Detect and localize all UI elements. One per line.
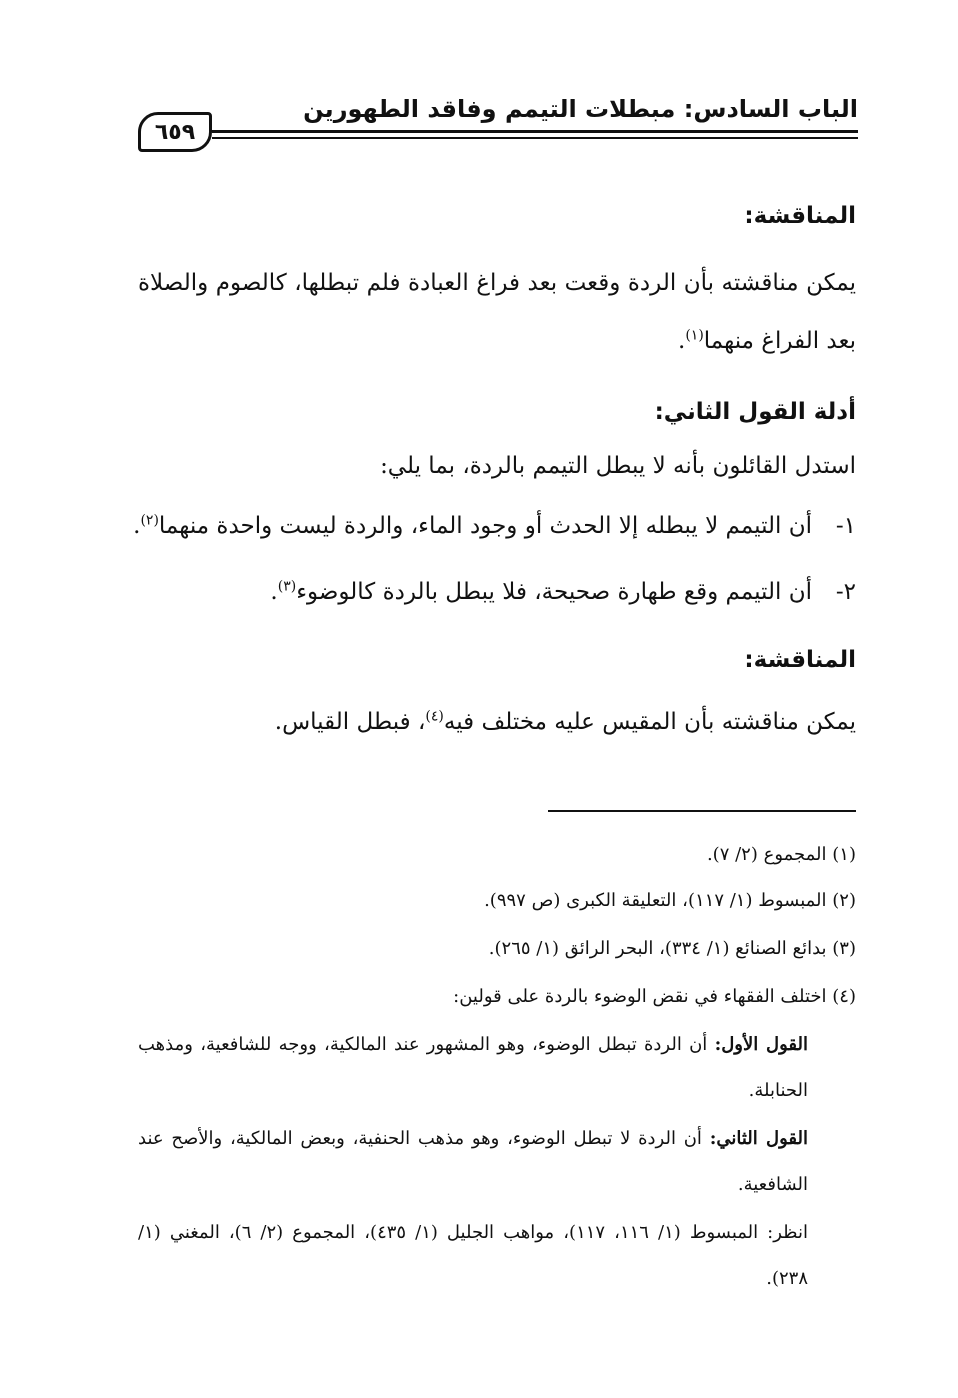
footnote-2: (٢) المبسوط (١/ ١١٧)، التعليقة الكبرى (ص ٩٩٧).	[484, 890, 856, 911]
evidence-item-2: ٢-أن التيمم وقع طهارة صحيحة، فلا يبطل بالردة كالوضوء$^{(٣)}$.	[138, 574, 856, 610]
paragraph-text: يمكن مناقشته بأن الردة وقعت بعد فراغ العبادة فلم تبطلها، كالصوم والصلاة بعد الفراغ منهما	[138, 270, 856, 354]
item-text: أن التيمم وقع طهارة صحيحة، فلا يبطل بالردة كالوضوء	[296, 579, 812, 605]
paragraph-discussion-1	[138, 254, 856, 370]
section-heading-discussion-2: المناقشة:	[744, 647, 856, 673]
footnote-ref-3: (٣)	[277, 578, 297, 595]
footnote-1: (١) المجموع (٢/ ٧).	[706, 844, 856, 865]
item-number: ١-	[835, 513, 856, 539]
opinion-label: القول الثاني:	[709, 1128, 809, 1149]
section-heading-discussion: المناقشة:	[744, 203, 856, 229]
footnote-4-opinion-2	[138, 1116, 808, 1208]
opinion-text: أن الردة تبطل الوضوء، وهو المشهور عند المالكية، ووجه للشافعية، ومذهب الحنابلة.	[138, 1034, 808, 1101]
footnote-4: (٤) اختلف الفقهاء في نقض الوضوء بالردة على قولين:	[453, 986, 856, 1007]
evidence-intro: استدل القائلون بأنه لا يبطل التيمم بالردة، بما يلي:	[380, 453, 856, 479]
page-number-badge: ٦٥٩	[138, 112, 212, 152]
footnote-3: (٣) بدائع الصنائع (١/ ٣٣٤)، البحر الرائق (١/ ٢٦٥).	[488, 938, 856, 959]
footnote-ref-4: (٤)	[425, 708, 444, 725]
footnote-ref-2: (٢)	[140, 512, 159, 529]
evidence-item-1: ١-أن التيمم لا يبطله إلا الحدث أو وجود الماء، والردة ليست واحدة منهما$^{(٢)}$.	[138, 508, 856, 544]
footnote-4-opinion-1	[138, 1022, 808, 1114]
item-text: أن التيمم لا يبطله إلا الحدث أو وجود الماء، والردة ليست واحدة منهما	[158, 513, 812, 539]
footnote-ref-1: (١)	[685, 327, 704, 344]
footnote-separator	[548, 810, 856, 812]
paragraph-discussion-2: يمكن مناقشته بأن المقيس عليه مختلف فيه$^{(٤)}$، فبطل القياس.	[274, 708, 856, 735]
paragraph-end: .	[678, 328, 686, 354]
header-rule	[212, 130, 858, 139]
item-number: ٢-	[835, 579, 856, 605]
chapter-title: الباب السادس: مبطلات التيمم وفاقد الطهورين	[303, 95, 858, 123]
opinion-label: القول الأول:	[714, 1034, 809, 1055]
section-heading-evidence: أدلة القول الثاني:	[654, 399, 856, 425]
footnote-4-references: انظر: المبسوط (١/ ١١٦، ١١٧)، مواهب الجليل (١/ ٤٣٥)، المجموع (٢/ ٦)، المغني (١/ ٢٣٨).	[138, 1222, 808, 1289]
opinion-text: أن الردة لا تبطل الوضوء، وهو مذهب الحنفية، وبعض المالكية، والأصح عند الشافعية.	[138, 1128, 808, 1195]
